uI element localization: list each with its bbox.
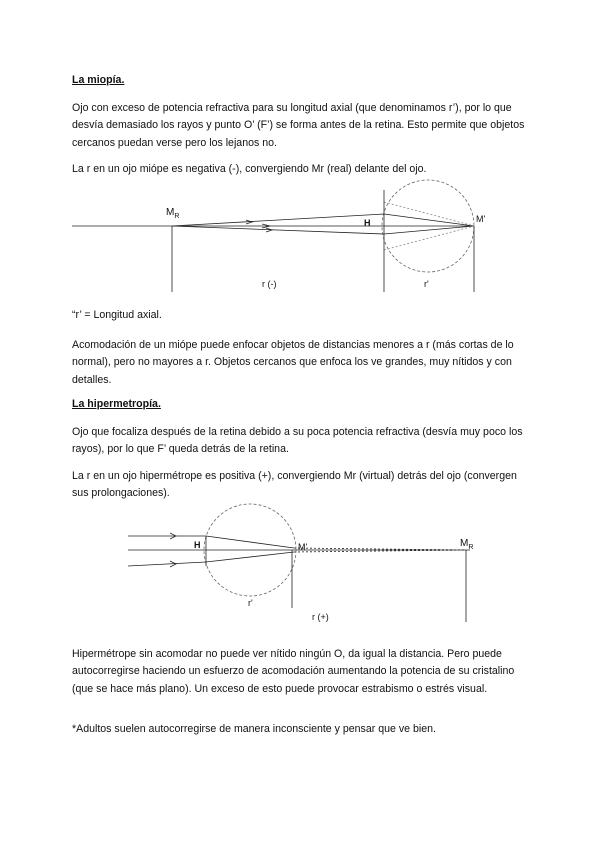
label-rprime: r' [424, 279, 429, 289]
label-r: r (-) [262, 279, 277, 289]
miopia-title: La miopía. [72, 74, 125, 86]
miopia-paragraph-2: La r en un ojo miópe es negativa (-), convergiendo Mr (real) delante del ojo. [72, 163, 427, 175]
ray-lower [172, 226, 384, 234]
label-h: H [194, 540, 201, 550]
miopia-paragraph-3: Acomodación de un miópe puede enfocar objetos de distancias menores a r (más cortas de lo normal), pero no mayores a r. Objetos cercanos que enfoca los ve grandes, muy nítidos y con detalles. [72, 339, 514, 386]
hipermetropia-paragraph-2: La r en un ojo hipermétrope es positiva (+), convergiendo Mr (virtual) detrás del ojo (convergen sus prolongaciones). [72, 470, 517, 500]
label-mprime: M' [476, 214, 486, 224]
miopia-note: “r’ = Longitud axial. [72, 309, 162, 321]
hipermetropia-note: *Adultos suelen autocorregirse de manera inconsciente y pensar que ve bien. [72, 723, 436, 735]
miopia-diagram [0, 190, 600, 310]
miopia-paragraph-1: Ojo con exceso de potencia refractiva para su longitud axial (que denominamos r’), por lo que desvía demasiado los rayos y punto O’ (F’) se forma antes de la retina. Esto permite que objetos cercanos puedan verse pero los lejanos no. [72, 102, 525, 149]
hipermetropia-title: La hipermetropía. [72, 398, 161, 410]
label-r: r (+) [312, 612, 329, 622]
label-h: H [364, 218, 371, 228]
ray-upper [172, 214, 384, 226]
label-mprime: M' [298, 542, 308, 552]
label-mr: $M_R$ [166, 207, 180, 220]
label-mr: $M_R$ [460, 538, 474, 551]
hipermetropia-diagram [0, 510, 600, 630]
hipermetropia-paragraph-3: Hipermétrope sin acomodar no puede ver nítido ningún O, da igual la distancia. Pero puede autocorregirse haciendo un esfuerzo de acomodación aumentando la potencia de su cristalino (que se hace más plano). Un exceso de esto puede provocar estrabismo o estrés visual. [72, 648, 515, 695]
hipermetropia-paragraph-1: Ojo que focaliza después de la retina debido a su poca potencia refractiva (desvía muy poco los rayos), por lo que F’ queda detrás de la retina. [72, 426, 523, 456]
label-rprime: r' [248, 598, 253, 608]
